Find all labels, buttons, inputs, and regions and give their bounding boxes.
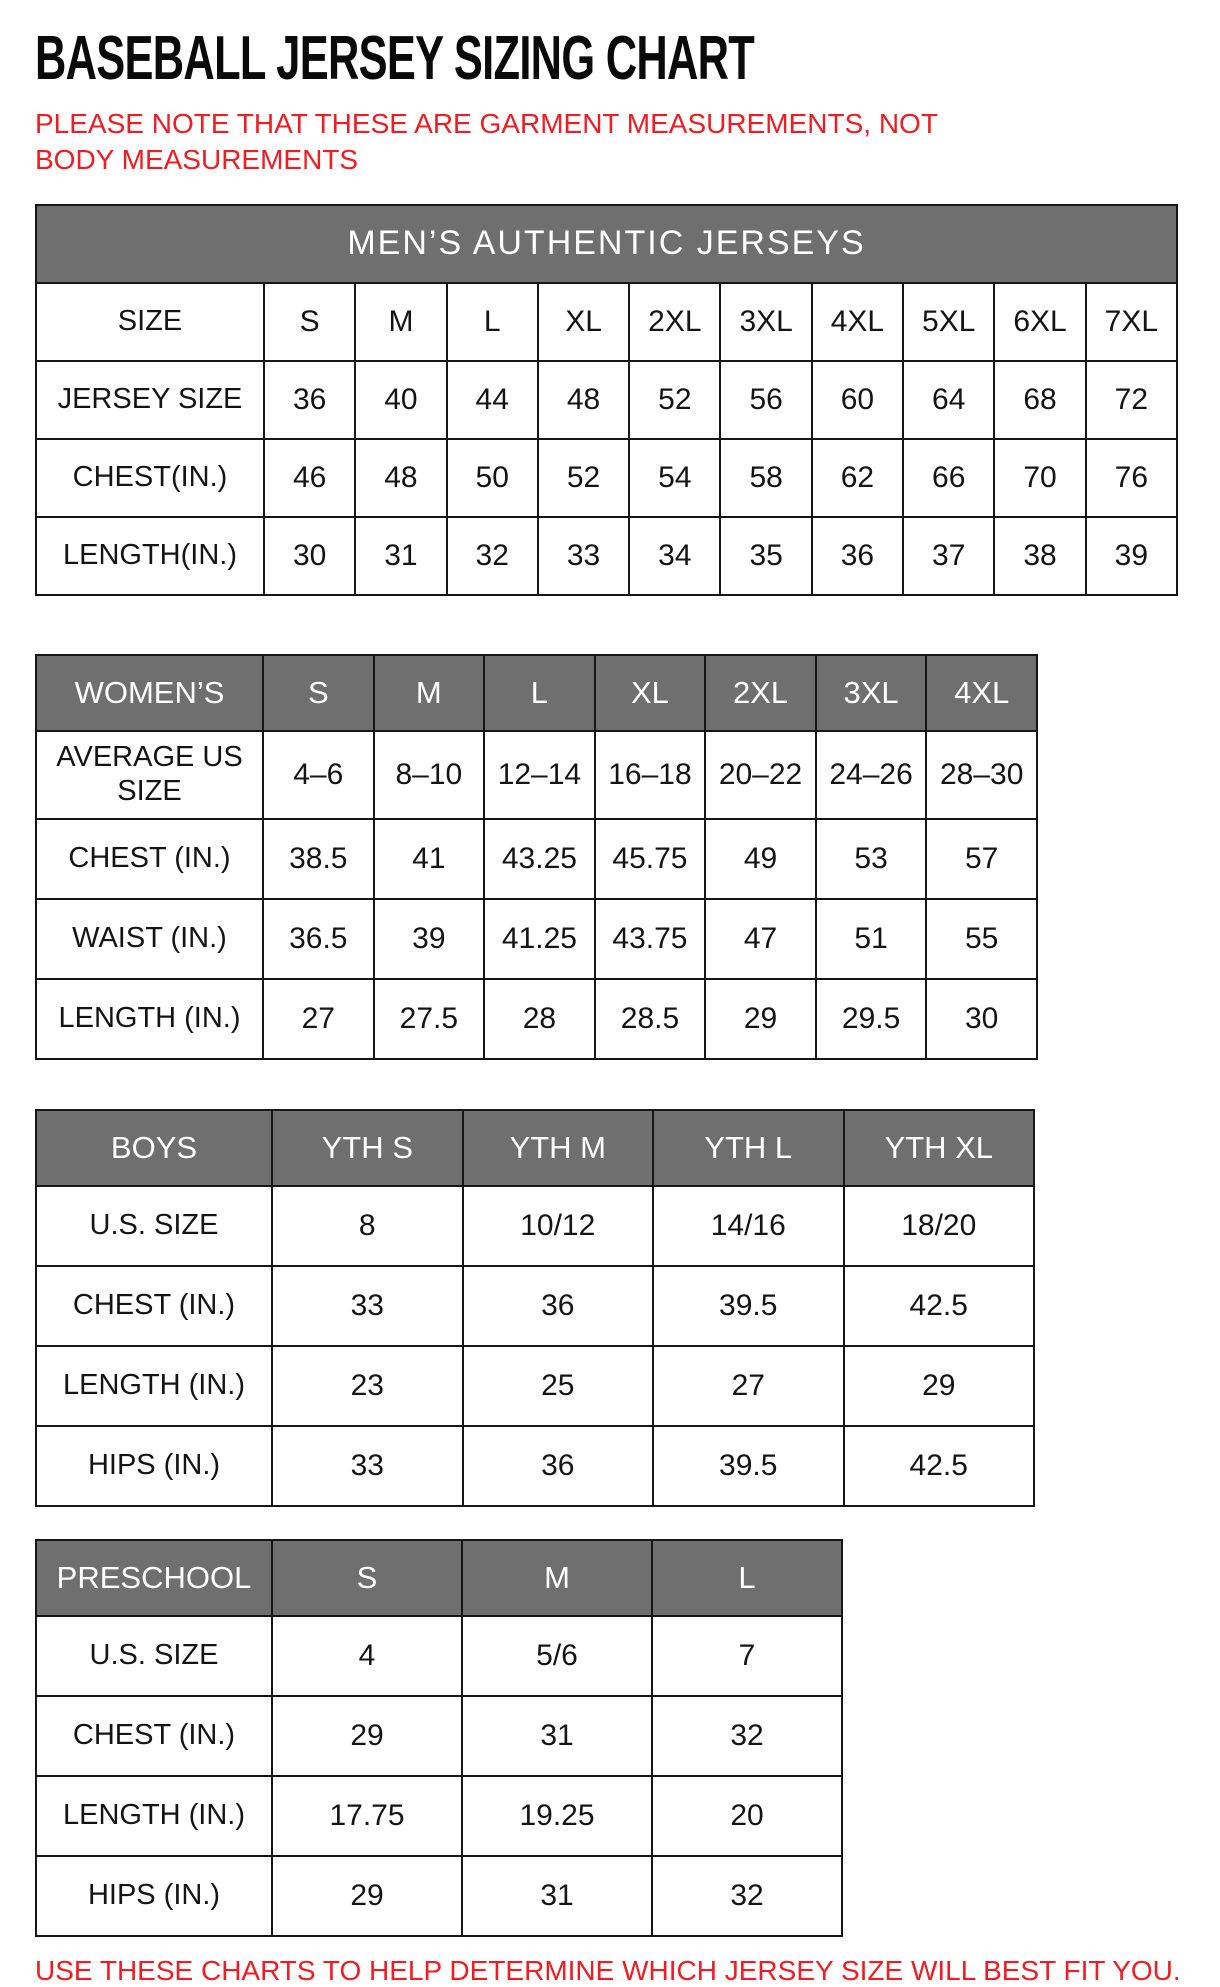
womens-value-cell: 28–30 — [926, 731, 1037, 819]
mens-row-label: SIZE — [36, 283, 264, 361]
preschool-value-cell: 31 — [462, 1696, 652, 1776]
mens-value-cell: 3XL — [720, 283, 811, 361]
womens-value-cell: 20–22 — [705, 731, 816, 819]
mens-value-cell: 7XL — [1086, 283, 1177, 361]
womens-value-cell: 36.5 — [263, 899, 374, 979]
mens-value-cell: 5XL — [903, 283, 994, 361]
mens-value-cell: 4XL — [812, 283, 903, 361]
mens-value-cell: 48 — [538, 361, 629, 439]
boys-row — [36, 1426, 1034, 1506]
mens-value-cell: 64 — [903, 361, 994, 439]
boys-table — [35, 1109, 1035, 1507]
preschool-row — [36, 1776, 842, 1856]
womens-header-cell: XL — [595, 655, 706, 731]
mens-value-cell: 62 — [812, 439, 903, 517]
boys-value-cell: 39.5 — [653, 1266, 844, 1346]
boys-value-cell: 36 — [463, 1266, 654, 1346]
womens-header-cell: 3XL — [816, 655, 927, 731]
womens-value-cell: 55 — [926, 899, 1037, 979]
preschool-row-label: HIPS (IN.) — [36, 1856, 272, 1936]
mens-value-cell: M — [355, 283, 446, 361]
mens-value-cell: 34 — [629, 517, 720, 595]
garment-measurements-note: PLEASE NOTE THAT THESE ARE GARMENT MEASUREMENTS, NOT BODY MEASUREMENTS — [35, 108, 938, 175]
mens-value-cell: 76 — [1086, 439, 1177, 517]
boys-header-cell: YTH M — [463, 1110, 654, 1186]
womens-value-cell: 41 — [374, 819, 485, 899]
preschool-header-cell: L — [652, 1540, 842, 1616]
boys-value-cell: 39.5 — [653, 1426, 844, 1506]
mens-value-cell: 70 — [994, 439, 1085, 517]
mens-value-cell: 40 — [355, 361, 446, 439]
boys-row — [36, 1266, 1034, 1346]
mens-value-cell: XL — [538, 283, 629, 361]
womens-value-cell: 27 — [263, 979, 374, 1059]
mens-authentic-jerseys-table — [35, 204, 1178, 596]
preschool-row-label: U.S. SIZE — [36, 1616, 272, 1696]
womens-value-cell: 39 — [374, 899, 485, 979]
mens-value-cell: 52 — [629, 361, 720, 439]
mens-value-cell: 32 — [447, 517, 538, 595]
mens-value-cell: 6XL — [994, 283, 1085, 361]
boys-value-cell: 36 — [463, 1426, 654, 1506]
womens-value-cell: 38.5 — [263, 819, 374, 899]
womens-header-cell: 2XL — [705, 655, 816, 731]
mens-value-cell: 48 — [355, 439, 446, 517]
preschool-value-cell: 29 — [272, 1856, 462, 1936]
boys-value-cell: 42.5 — [844, 1266, 1035, 1346]
womens-header-cell: M — [374, 655, 485, 731]
mens-value-cell: 36 — [812, 517, 903, 595]
footer-note: USE THESE CHARTS TO HELP DETERMINE WHICH JERSEY SIZE WILL BEST FIT YOU. — [35, 1954, 1181, 1986]
preschool-row-label: LENGTH (IN.) — [36, 1776, 272, 1856]
boys-value-cell: 33 — [272, 1426, 463, 1506]
womens-value-cell: 16–18 — [595, 731, 706, 819]
mens-value-cell: 56 — [720, 361, 811, 439]
mens-row — [36, 283, 1177, 361]
mens-row-label: LENGTH(IN.) — [36, 517, 264, 595]
womens-value-cell: 47 — [705, 899, 816, 979]
womens-value-cell: 41.25 — [484, 899, 595, 979]
womens-header-cell: L — [484, 655, 595, 731]
boys-row — [36, 1186, 1034, 1266]
mens-value-cell: 2XL — [629, 283, 720, 361]
mens-value-cell: 58 — [720, 439, 811, 517]
womens-value-cell: 28 — [484, 979, 595, 1059]
boys-header-cell: YTH L — [653, 1110, 844, 1186]
womens-value-cell: 49 — [705, 819, 816, 899]
womens-value-cell: 57 — [926, 819, 1037, 899]
mens-value-cell: 66 — [903, 439, 994, 517]
boys-header-cell: YTH S — [272, 1110, 463, 1186]
mens-value-cell: 33 — [538, 517, 629, 595]
mens-value-cell: 36 — [264, 361, 355, 439]
womens-row-label: CHEST (IN.) — [36, 819, 263, 899]
mens-value-cell: 52 — [538, 439, 629, 517]
preschool-row — [36, 1696, 842, 1776]
mens-value-cell: S — [264, 283, 355, 361]
boys-row-label: HIPS (IN.) — [36, 1426, 272, 1506]
womens-row-label: LENGTH (IN.) — [36, 979, 263, 1059]
boys-value-cell: 8 — [272, 1186, 463, 1266]
womens-value-cell: 29.5 — [816, 979, 927, 1059]
preschool-value-cell: 32 — [652, 1856, 842, 1936]
mens-value-cell: 30 — [264, 517, 355, 595]
preschool-value-cell: 5/6 — [462, 1616, 652, 1696]
preschool-value-cell: 32 — [652, 1696, 842, 1776]
womens-row-label: WAIST (IN.) — [36, 899, 263, 979]
mens-value-cell: 37 — [903, 517, 994, 595]
womens-value-cell: 45.75 — [595, 819, 706, 899]
boys-value-cell: 10/12 — [463, 1186, 654, 1266]
womens-row — [36, 819, 1037, 899]
boys-row-label: LENGTH (IN.) — [36, 1346, 272, 1426]
preschool-value-cell: 20 — [652, 1776, 842, 1856]
preschool-value-cell: 7 — [652, 1616, 842, 1696]
preschool-value-cell: 4 — [272, 1616, 462, 1696]
womens-header-cell: 4XL — [926, 655, 1037, 731]
womens-table — [35, 654, 1038, 1060]
mens-value-cell: 44 — [447, 361, 538, 439]
mens-value-cell: 35 — [720, 517, 811, 595]
mens-value-cell: 31 — [355, 517, 446, 595]
mens-value-cell: 50 — [447, 439, 538, 517]
mens-row-label: CHEST(IN.) — [36, 439, 264, 517]
boys-value-cell: 33 — [272, 1266, 463, 1346]
boys-row — [36, 1346, 1034, 1426]
boys-value-cell: 23 — [272, 1346, 463, 1426]
preschool-value-cell: 17.75 — [272, 1776, 462, 1856]
mens-value-cell: 68 — [994, 361, 1085, 439]
mens-value-cell: 46 — [264, 439, 355, 517]
preschool-row — [36, 1856, 842, 1936]
mens-row — [36, 439, 1177, 517]
boys-value-cell: 25 — [463, 1346, 654, 1426]
womens-row-label: AVERAGE US SIZE — [36, 731, 263, 819]
mens-value-cell: 54 — [629, 439, 720, 517]
boys-value-cell: 18/20 — [844, 1186, 1035, 1266]
womens-value-cell: 51 — [816, 899, 927, 979]
mens-row — [36, 517, 1177, 595]
boys-row-label: U.S. SIZE — [36, 1186, 272, 1266]
boys-value-cell: 27 — [653, 1346, 844, 1426]
boys-row-label: CHEST (IN.) — [36, 1266, 272, 1346]
boys-value-cell: 42.5 — [844, 1426, 1035, 1506]
boys-header-cell: YTH XL — [844, 1110, 1035, 1186]
womens-value-cell: 28.5 — [595, 979, 706, 1059]
womens-value-cell: 27.5 — [374, 979, 485, 1059]
womens-value-cell: 53 — [816, 819, 927, 899]
womens-value-cell: 8–10 — [374, 731, 485, 819]
womens-value-cell: 30 — [926, 979, 1037, 1059]
womens-value-cell: 43.75 — [595, 899, 706, 979]
mens-row-label: JERSEY SIZE — [36, 361, 264, 439]
womens-value-cell: 43.25 — [484, 819, 595, 899]
mens-row — [36, 361, 1177, 439]
boys-header-label: BOYS — [36, 1110, 272, 1186]
womens-row — [36, 899, 1037, 979]
preschool-header-cell: M — [462, 1540, 652, 1616]
boys-value-cell: 14/16 — [653, 1186, 844, 1266]
mens-value-cell: 39 — [1086, 517, 1177, 595]
mens-value-cell: 38 — [994, 517, 1085, 595]
womens-value-cell: 29 — [705, 979, 816, 1059]
boys-value-cell: 29 — [844, 1346, 1035, 1426]
preschool-value-cell: 31 — [462, 1856, 652, 1936]
preschool-header-cell: S — [272, 1540, 462, 1616]
womens-row — [36, 979, 1037, 1059]
preschool-row — [36, 1616, 842, 1696]
womens-header-label: WOMEN’S — [36, 655, 263, 731]
mens-value-cell: L — [447, 283, 538, 361]
page-title: BASEBALL JERSEY SIZING CHART — [35, 24, 755, 93]
mens-value-cell: 60 — [812, 361, 903, 439]
womens-value-cell: 4–6 — [263, 731, 374, 819]
preschool-table — [35, 1539, 843, 1937]
womens-value-cell: 12–14 — [484, 731, 595, 819]
womens-header-cell: S — [263, 655, 374, 731]
womens-row — [36, 731, 1037, 819]
preschool-value-cell: 19.25 — [462, 1776, 652, 1856]
preschool-header-label: PRESCHOOL — [36, 1540, 272, 1616]
preschool-row-label: CHEST (IN.) — [36, 1696, 272, 1776]
womens-value-cell: 24–26 — [816, 731, 927, 819]
preschool-value-cell: 29 — [272, 1696, 462, 1776]
mens-title-bar: MEN’S AUTHENTIC JERSEYS — [36, 205, 1177, 283]
mens-value-cell: 72 — [1086, 361, 1177, 439]
